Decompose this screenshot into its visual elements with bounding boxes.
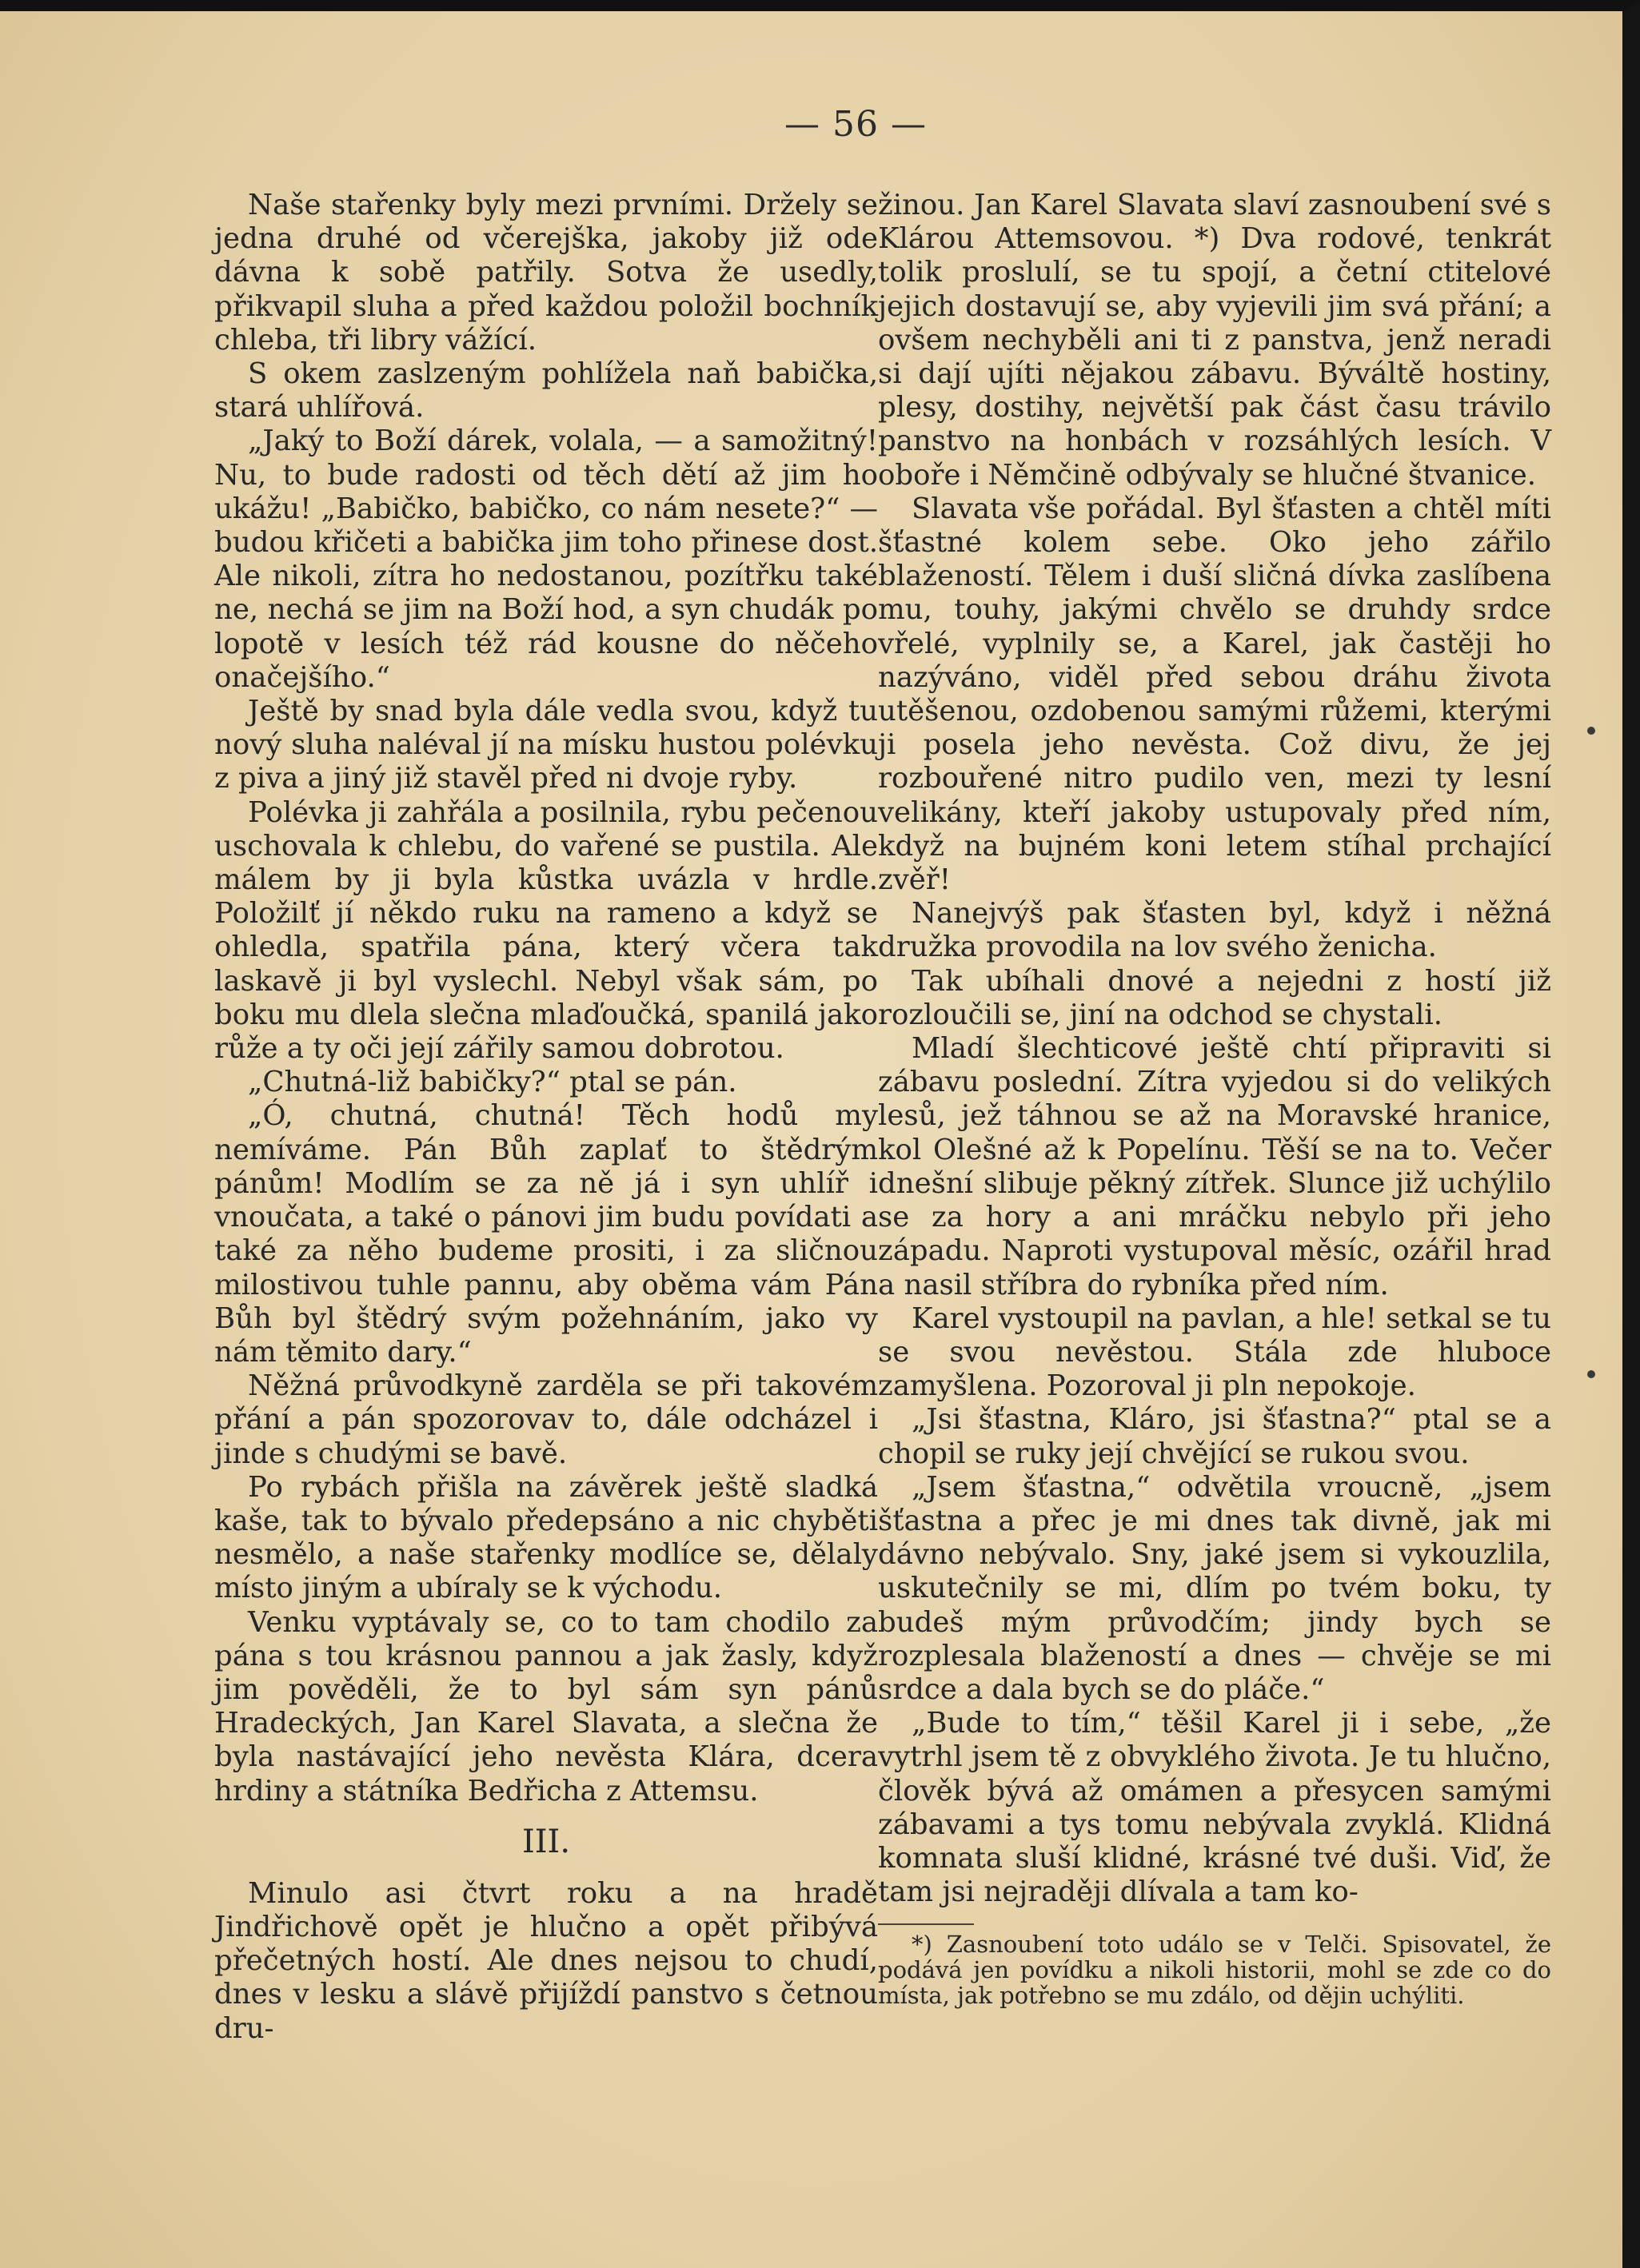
- left-column: [214, 189, 878, 2046]
- right-column: [878, 189, 1551, 2008]
- paragraph: Polévka ji zahřála a posilnila, rybu pečenou uschovala k chlebu, do vařené se pustila. Ale málem by ji byla kůstka uvázla v hrdle. Položilť jí někdo ruku na rameno a když se ohledla, spatřila pána, který včera tak laskavě ji byl vyslechl. Nebyl však sám, po boku mu dlela slečna mlaďoučká, spanilá jako růže a ty oči její zářily samou dobrotou.: [214, 795, 878, 1066]
- paragraph: žinou. Jan Karel Slavata slaví zasnoubení své s Klárou Attemsovou. *) Dva rodové, tenkrát tolik proslulí, se tu spojí, a četní ctitelové jejich dostavují se, aby vyjevili jim svá přání; a ovšem nechyběli ani ti z panstva, jenž neradi si dají ujíti nějakou zábavu. Býváltě hostiny, plesy, dostihy, největší pak část času trávilo panstvo na honbách v rozsáhlých lesích. V oboře i Němčině odbývaly se hlučné štvanice.: [878, 189, 1551, 492]
- paragraph: „Bude to tím,“ těšil Karel ji i sebe, „že vytrhl jsem tě z obvyklého života. Je tu hlučno, člověk bývá až omámen a přesycen samými zábavami a tys tomu nebývala zvyklá. Klidná komnata sluší klidné, krásné tvé duši. Viď, že tam jsi nejraději dlívala a tam ko-: [878, 1707, 1551, 1909]
- paragraph: „Jsi šťastna, Kláro, jsi šťastna?“ ptal se a chopil se ruky její chvějící se rukou svou.: [878, 1403, 1551, 1470]
- paragraph: Naše stařenky byly mezi prvními. Držely se jedna druhé od včerejška, jakoby již ode dávna k sobě patřily. Sotva že usedly, přikvapil sluha a před každou položil bochník chleba, tři libry vážící.: [214, 189, 878, 357]
- margin-speck: [1587, 727, 1595, 735]
- paragraph: Ještě by snad byla dále vedla svou, když tu nový sluha naléval jí na mísku hustou polévku z piva a jiný již stavěl před ni dvoje ryby.: [214, 695, 878, 795]
- margin-speck: [1587, 1370, 1595, 1378]
- paragraph: „Ó, chutná, chutná! Těch hodů my nemíváme. Pán Bůh zaplať to štědrým pánům! Modlím se za ně já i syn uhlíř i vnoučata, a také o pánovi jim budu povídati a také za něho budeme prositi, i za sličnou milostivou tuhle pannu, aby oběma vám Pán Bůh byl štědrý svým požehnáním, jako vy nám těmito dary.“: [214, 1099, 878, 1369]
- paragraph: Slavata vše pořádal. Byl šťasten a chtěl míti šťastné kolem sebe. Oko jeho zářilo blažeností. Tělem i duší sličná dívka zaslíbena mu, touhy, jakými chvělo se druhdy srdce vřelé, vyplnily se, a Karel, jak častěji ho nazýváno, viděl před sebou dráhu života utěšenou, ozdobenou samými růžemi, kterými ji posela jeho nevěsta. Což divu, že jej rozbouřené nitro pudilo ven, mezi ty lesní velikány, kteří jakoby ustupovaly před ním, když na bujném koni letem stíhal prchající zvěř!: [878, 492, 1551, 897]
- paragraph: „Jaký to Boží dárek, volala, — a samožitný! Nu, to bude radosti od těch dětí až jim ho ukážu! „Babičko, babičko, co nám nesete?“ — budou křičeti a babička jim toho přinese dost. Ale nikoli, zítra ho nedostanou, pozítřku také ne, nechá se jim na Boží hod, a syn chudák po lopotě v lesích též rád kousne do něčeho onačejšího.“: [214, 425, 878, 694]
- paragraph: S okem zaslzeným pohlížela naň babička, stará uhlířová.: [214, 357, 878, 425]
- page-number: — 56 —: [784, 104, 927, 145]
- paragraph: Po rybách přišla na závěrek ještě sladká kaše, tak to bývalo předepsáno a nic chyběti nesmělo, a naše stařenky modlíce se, dělaly místo jiným a ubíraly se k východu.: [214, 1470, 878, 1605]
- paragraph: „Jsem šťastna,“ odvětila vroucně, „jsem šťastna a přec je mi dnes tak divně, jak mi dávno nebývalo. Sny, jaké jsem si vykouzlila, uskutečnily se mi, dlím po tvém boku, ty budeš mým průvodčím; jindy bych se rozplesala blažeností a dnes — chvěje se mi srdce a dala bych se do pláče.“: [878, 1470, 1551, 1706]
- paragraph: Nanejvýš pak šťasten byl, když i něžná družka provodila na lov svého ženicha.: [878, 897, 1551, 964]
- paragraph: Něžná průvodkyně zarděla se při takovém přání a pán spozorovav to, dále odcházel i jinde s chudými se bavě.: [214, 1369, 878, 1470]
- paragraph: Karel vystoupil na pavlan, a hle! setkal se tu se svou nevěstou. Stála zde hluboce zamyšlena. Pozoroval ji pln nepokoje.: [878, 1301, 1551, 1403]
- paragraph: Minulo asi čtvrt roku a na hradě Jindřichově opět je hlučno a opět přibývá přečetných hostí. Ale dnes nejsou to chudí, dnes v lesku a slávě přijíždí panstvo s četnou dru-: [214, 1876, 878, 2045]
- footnote: *) Zasnoubení toto událo se v Telči. Spisovatel, že podává jen povídku a nikoli historii, mohl se zde co do místa, jak potřebno se mu zdálo, od dějin uchýliti.: [878, 1931, 1551, 2010]
- section-heading: III.: [521, 1823, 571, 1860]
- paragraph: Mladí šlechticové ještě chtí připraviti si zábavu poslední. Zítra vyjedou si do velikých lesů, jež táhnou se až na Moravské hranice, kol Olešné až k Popelínu. Těší se na to. Večer dnešní slibuje pěkný zítřek. Slunce již uchýlilo se za hory a ani mráčku nebylo při jeho západu. Naproti vystupoval měsíc, ozářil hrad a nasil stříbra do rybníka před ním.: [878, 1032, 1551, 1301]
- paragraph: „Chutná-liž babičky?“ ptal se pán.: [248, 1066, 737, 1099]
- paragraph: Venku vyptávaly se, co to tam chodilo za pána s tou krásnou pannou a jak žasly, když jim pověděli, že to byl sám syn pánů Hradeckých, Jan Karel Slavata, a slečna že byla nastávající jeho nevěsta Klára, dcera hrdiny a státníka Bedřicha z Attemsu.: [214, 1605, 878, 1808]
- footnote-rule: [878, 1923, 974, 1925]
- paragraph: Tak ubíhali dnové a nejedni z hostí již rozloučili se, jiní na odchod se chystali.: [878, 964, 1551, 1031]
